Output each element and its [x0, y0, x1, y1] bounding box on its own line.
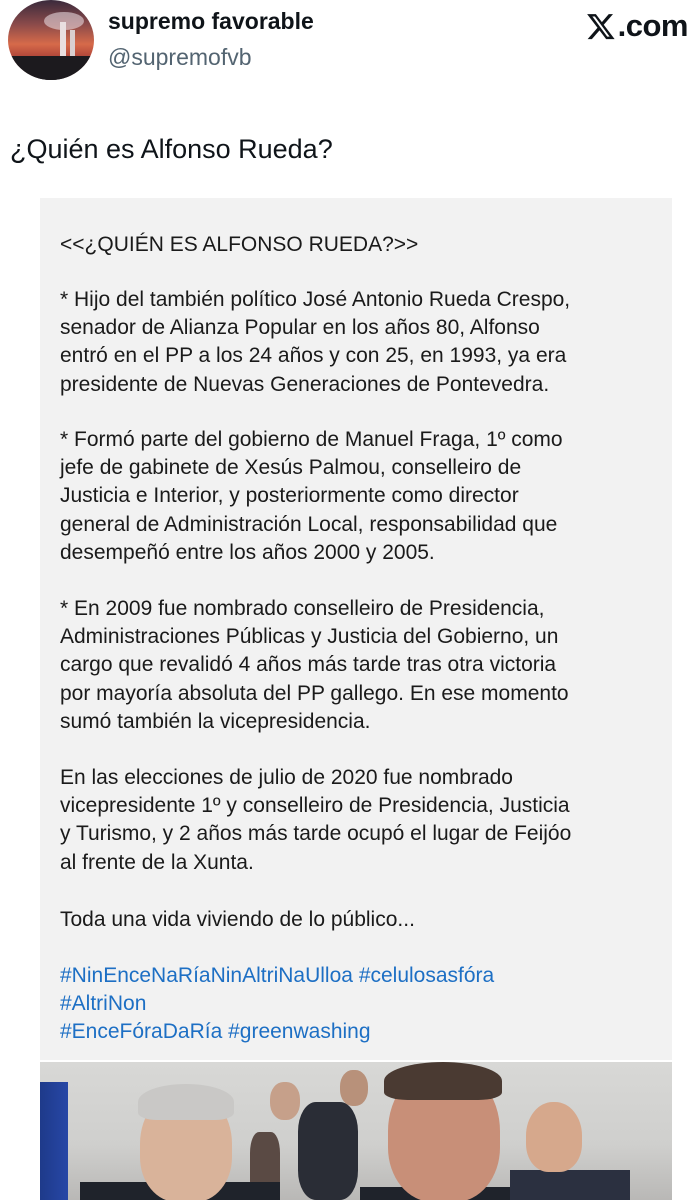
- card-title: <<¿QUIÉN ES ALFONSO RUEDA?>>: [60, 233, 419, 256]
- paragraph-5: [60, 906, 660, 934]
- hashtag-line-1: [60, 962, 660, 990]
- avatar-chimney: [60, 22, 66, 58]
- paragraph-line: presidente de Nuevas Generaciones de Pontevedra.: [60, 372, 550, 396]
- hashtag-line-3: [60, 1018, 660, 1046]
- avatar[interactable]: [8, 0, 94, 80]
- photo-suit: [510, 1170, 630, 1200]
- user-handle[interactable]: @supremofvb: [108, 44, 252, 70]
- paragraph-line: entró en el PP a los 24 años y con 25, en 1993, ya era: [60, 344, 567, 368]
- paragraph-line: * En 2009 fue nombrado conselleiro de Presidencia,: [60, 597, 545, 620]
- hashtag-link[interactable]: #greenwashing: [228, 1020, 371, 1044]
- paragraph-line: y Turismo, y 2 años más tarde ocupó el lugar de Feijóo: [60, 822, 572, 846]
- hashtag-link[interactable]: #celulosasfóra: [358, 964, 495, 987]
- photo-background-person: [270, 1082, 300, 1120]
- photo-background-person: [298, 1102, 358, 1200]
- paragraph-4: [60, 764, 660, 877]
- paragraph-line: Administraciones Públicas y Justicia del Gobierno, un: [60, 625, 559, 649]
- photo-flag: [40, 1082, 68, 1200]
- paragraph-line: por mayoría absoluta del PP gallego. En ese momento: [60, 681, 569, 705]
- photo-person-hair: [384, 1062, 502, 1100]
- display-name[interactable]: supremo favorable: [108, 8, 314, 34]
- hashtag-link[interactable]: #NinEnceNaRíaNinAltriNaUlloa: [60, 964, 353, 987]
- avatar-ground: [8, 56, 94, 80]
- paragraph-3: [60, 595, 660, 736]
- paragraph-line: cargo que revalidó 4 años más tarde tras otra victoria: [60, 653, 557, 677]
- tweet-header: [0, 0, 692, 90]
- paragraph-line: desempeñó entre los años 2000 y 2005.: [60, 540, 435, 564]
- paragraph-line: En las elecciones de julio de 2020 fue nombrado: [60, 766, 513, 789]
- tweet-text: ¿Quién es Alfonso Rueda?: [10, 134, 333, 164]
- paragraph-line: sumó también la vicepresidencia.: [60, 709, 371, 733]
- paragraph-line: general de Administración Local, responsabilidad que: [60, 512, 558, 536]
- paragraph-line: * Formó parte del gobierno de Manuel Fraga, 1º como: [60, 428, 563, 451]
- paragraph-line: vicepresidente 1º y conselleiro de Presidencia, Justicia: [60, 794, 570, 818]
- x-logo-icon: [586, 11, 616, 41]
- paragraph-line: senador de Alianza Popular en los años 80, Alfonso: [60, 316, 540, 340]
- paragraph-2: [60, 426, 660, 567]
- paragraph-line: Toda una vida viviendo de lo público...: [60, 908, 415, 931]
- paragraph-line: jefe de gabinete de Xesús Palmou, conselleiro de: [60, 456, 522, 480]
- paragraph-line: Justicia e Interior, y posteriormente como director: [60, 484, 519, 508]
- hashtag-block: [60, 962, 660, 1047]
- photo-person-hair: [138, 1084, 234, 1120]
- attached-photo[interactable]: [40, 1062, 672, 1200]
- paragraph-line: al frente de la Xunta.: [60, 850, 254, 874]
- brand-watermark: [586, 6, 688, 46]
- paragraph-1: [60, 286, 660, 399]
- paragraph-line: * Hijo del también político José Antonio Rueda Crespo,: [60, 288, 571, 311]
- hashtag-link[interactable]: #EnceFóraDaRía: [60, 1020, 223, 1044]
- hashtag-link[interactable]: #AltriNon: [60, 992, 147, 1016]
- brand-domain: .com: [617, 8, 688, 43]
- screenshot-card: [40, 198, 672, 1060]
- avatar-chimney-2: [70, 30, 75, 58]
- photo-person-face: [526, 1102, 582, 1172]
- photo-background-person: [340, 1070, 368, 1106]
- hashtag-line-2: [60, 990, 660, 1018]
